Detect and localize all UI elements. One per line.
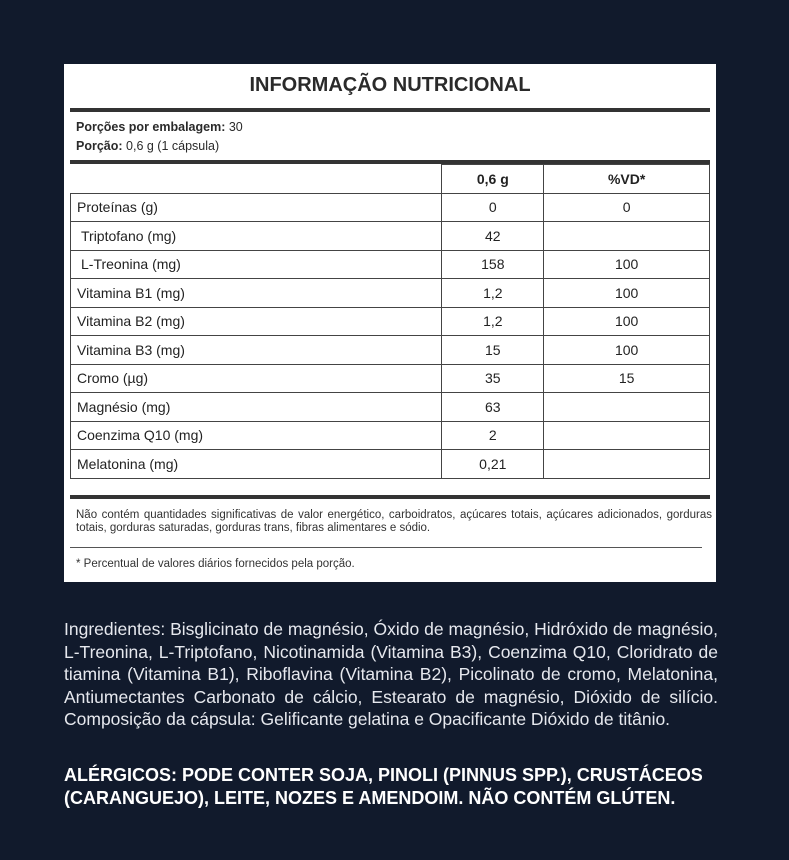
nutrient-name: Melatonina (mg) xyxy=(71,450,442,479)
daily-value-footnote: * Percentual de valores diários fornecidos pela porção. xyxy=(76,558,355,570)
nutrient-dv: 100 xyxy=(544,307,710,336)
nutrient-dv: 100 xyxy=(544,250,710,279)
nutrient-amount: 1,2 xyxy=(442,279,544,308)
header-amount: 0,6 g xyxy=(442,165,544,194)
table-row xyxy=(71,364,710,393)
nutrient-name: Vitamina B3 (mg) xyxy=(71,336,442,365)
nutrition-title: INFORMAÇÃO NUTRICIONAL xyxy=(249,74,531,96)
nutrient-amount: 42 xyxy=(442,222,544,251)
nutrition-table xyxy=(70,164,710,479)
nutrient-amount: 2 xyxy=(442,421,544,450)
table-row xyxy=(71,193,710,222)
nutrient-dv xyxy=(544,421,710,450)
nutrient-amount: 35 xyxy=(442,364,544,393)
nutrition-facts-panel xyxy=(64,64,716,582)
nutrient-name: Coenzima Q10 (mg) xyxy=(71,421,442,450)
note-divider xyxy=(70,547,702,548)
allergens-warning: ALÉRGICOS: PODE CONTER SOJA, PINOLI (PINNUS SPP.), CRUSTÁCEOS (CARANGUEJO), LEITE, NOZES E AMENDOIM. NÃO CONTÉM GLÚTEN. xyxy=(64,765,703,808)
nutrient-dv xyxy=(544,393,710,422)
nutrient-name: L-Treonina (mg) xyxy=(71,250,442,279)
nutrient-dv: 0 xyxy=(544,193,710,222)
table-row xyxy=(71,421,710,450)
serving-info xyxy=(76,118,243,156)
table-row xyxy=(71,393,710,422)
nutrient-name: Triptofano (mg) xyxy=(71,222,442,251)
nutrient-name: Vitamina B2 (mg) xyxy=(71,307,442,336)
nutrient-amount: 1,2 xyxy=(442,307,544,336)
nutrient-amount: 0,21 xyxy=(442,450,544,479)
table-row xyxy=(71,222,710,251)
table-row xyxy=(71,250,710,279)
table-row xyxy=(71,450,710,479)
nutrient-amount: 0 xyxy=(442,193,544,222)
nutrient-dv: 15 xyxy=(544,364,710,393)
table-divider xyxy=(70,495,710,499)
table-row xyxy=(71,279,710,308)
nutrient-amount: 63 xyxy=(442,393,544,422)
nutrient-dv: 100 xyxy=(544,336,710,365)
header-empty-cell xyxy=(71,165,442,194)
portion-size: Porção: 0,6 g (1 cápsula) xyxy=(76,139,220,153)
nutrient-amount: 15 xyxy=(442,336,544,365)
title-divider xyxy=(70,108,710,112)
nutrient-dv: 100 xyxy=(544,279,710,308)
servings-per-package: Porções por embalagem: 30 xyxy=(76,120,243,134)
nutrient-name: Proteínas (g) xyxy=(71,193,442,222)
nutrient-name: Vitamina B1 (mg) xyxy=(71,279,442,308)
nutrient-dv xyxy=(544,222,710,251)
table-row xyxy=(71,336,710,365)
header-daily-value: %VD* xyxy=(544,165,710,194)
table-header-row xyxy=(71,165,710,194)
ingredients-text: Ingredientes: Bisglicinato de magnésio, Óxido de magnésio, Hidróxido de magnésio, L-Treonina, L-Triptofano, Nicotinamida (Vitamina B3), Coenzima Q10, Cloridrato de tiamina (Vitamina B1), Riboflavina (Vitamina B2), Picolinato de cromo, Melatonina, Antiumectantes Carbonato de cálcio, Estearato de magnésio, Dióxido de silício. Composição da cápsula: Gelificante gelatina e Opacificante Dióxido de titânio. xyxy=(64,619,718,729)
table-row xyxy=(71,307,710,336)
nutrient-name: Magnésio (mg) xyxy=(71,393,442,422)
insignificant-amounts-note: Não contém quantidades significativas de valor energético, carboidratos, açúcares totais, açúcares adicionados, gorduras totais, gorduras saturadas, gorduras trans, fibras alimentares e sódio. xyxy=(76,509,712,534)
nutrient-amount: 158 xyxy=(442,250,544,279)
nutrient-name: Cromo (µg) xyxy=(71,364,442,393)
nutrient-dv xyxy=(544,450,710,479)
